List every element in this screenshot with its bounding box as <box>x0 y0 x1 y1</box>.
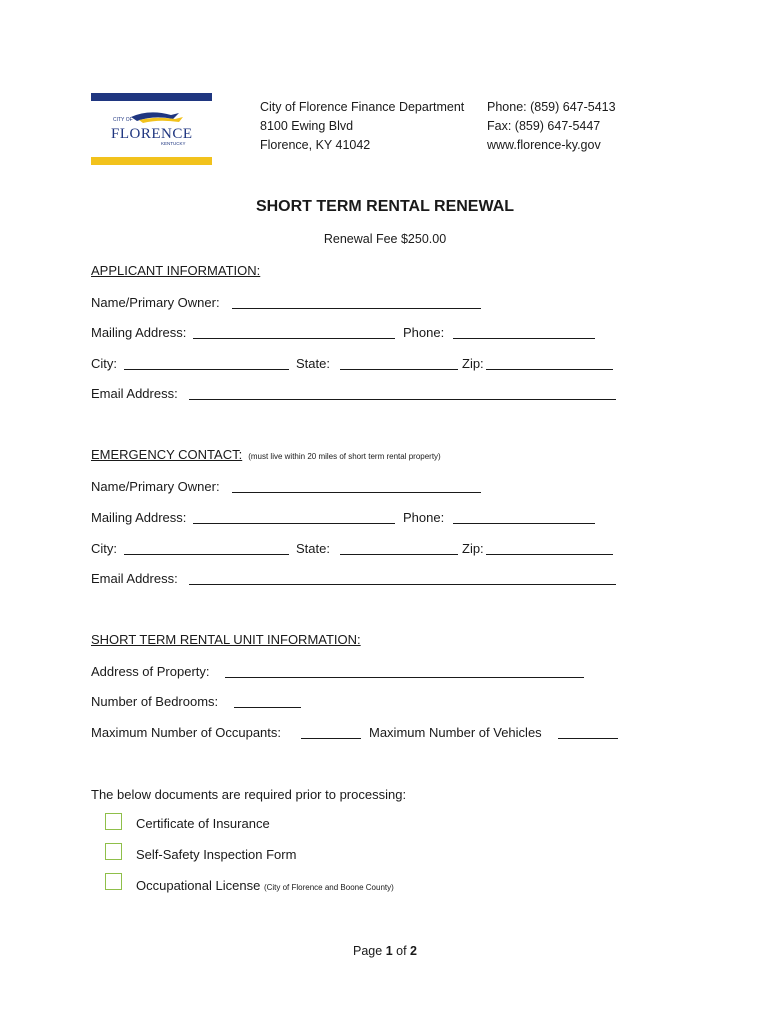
mailing-label: Mailing Address: <box>91 510 187 525</box>
emergency-email-field[interactable] <box>189 570 616 585</box>
logo-top-bar <box>91 93 212 101</box>
emergency-note: (must live within 20 miles of short term rental property) <box>248 452 441 461</box>
applicant-name-field[interactable] <box>232 294 481 309</box>
bedrooms-field[interactable] <box>234 693 301 708</box>
mailing-label: Mailing Address: <box>91 325 187 340</box>
applicant-name-row <box>91 294 621 312</box>
website-link[interactable]: www.florence-ky.gov <box>487 138 601 152</box>
phone-label: Phone: <box>403 325 445 340</box>
applicant-zip-field[interactable] <box>486 355 613 370</box>
page-word: Page <box>353 944 383 958</box>
unit-heading: SHORT TERM RENTAL UNIT INFORMATION: <box>91 632 361 647</box>
address-line: Florence, KY 41042 <box>260 138 371 152</box>
license-label-row <box>136 878 394 893</box>
license-note: (City of Florence and Boone County) <box>263 883 394 892</box>
vehicles-label: Maximum Number of Vehicles <box>369 725 542 740</box>
fax-line: Fax: (859) 647-5447 <box>487 119 601 133</box>
state-label: State: <box>296 541 330 556</box>
name-label: Name/Primary Owner: <box>91 479 220 494</box>
emergency-mailing-field[interactable] <box>193 509 395 524</box>
applicant-mailing-row <box>91 324 621 342</box>
city-label: City: <box>91 356 117 371</box>
inspection-label: Self-Safety Inspection Form <box>136 847 297 862</box>
applicant-email-row <box>91 385 621 403</box>
applicant-email-field[interactable] <box>189 385 616 400</box>
page-title: SHORT TERM RENTAL RENEWAL <box>255 198 515 215</box>
svg-text:CITY OF: CITY OF <box>113 117 133 123</box>
insurance-checkbox[interactable] <box>105 813 122 830</box>
florence-logo-mark <box>109 109 199 151</box>
applicant-mailing-field[interactable] <box>193 324 395 339</box>
email-label: Email Address: <box>91 571 178 586</box>
occupants-field[interactable] <box>301 724 361 739</box>
emergency-heading-text: EMERGENCY CONTACT: <box>91 447 243 462</box>
emergency-mailing-row <box>91 509 621 527</box>
bedrooms-row <box>91 693 621 711</box>
emergency-state-field[interactable] <box>340 540 458 555</box>
city-logo <box>91 93 212 165</box>
page-number <box>0 944 770 958</box>
emergency-heading <box>91 447 441 462</box>
name-label: Name/Primary Owner: <box>91 295 220 310</box>
email-label: Email Address: <box>91 386 178 401</box>
property-address-field[interactable] <box>225 663 584 678</box>
renewal-fee: Renewal Fee $250.00 <box>323 232 447 246</box>
address-line: City of Florence Finance Department <box>260 100 465 114</box>
vehicles-field[interactable] <box>558 724 618 739</box>
header-contact <box>487 98 616 155</box>
of-word: of <box>396 944 407 958</box>
logo-bottom-bar <box>91 157 212 165</box>
emergency-phone-field[interactable] <box>453 509 595 524</box>
page-total: 2 <box>410 944 417 958</box>
header-address <box>260 98 464 155</box>
license-checkbox[interactable] <box>105 873 122 890</box>
phone-label: Phone: <box>403 510 445 525</box>
inspection-checkbox[interactable] <box>105 843 122 860</box>
svg-text:KENTUCKY: KENTUCKY <box>161 141 186 146</box>
emergency-name-field[interactable] <box>232 478 481 493</box>
occupants-row <box>91 724 631 742</box>
property-address-row <box>91 663 621 681</box>
bedrooms-label: Number of Bedrooms: <box>91 694 219 709</box>
address-line: 8100 Ewing Blvd <box>260 119 354 133</box>
emergency-zip-field[interactable] <box>486 540 613 555</box>
emergency-city-row <box>91 540 621 558</box>
svg-text:FLORENCE: FLORENCE <box>111 126 193 142</box>
zip-label: Zip: <box>462 541 484 556</box>
documents-intro: The below documents are required prior to processing: <box>91 787 407 802</box>
property-address-label: Address of Property: <box>91 664 210 679</box>
emergency-city-field[interactable] <box>124 540 289 555</box>
occupants-label: Maximum Number of Occupants: <box>91 725 282 740</box>
insurance-label: Certificate of Insurance <box>136 816 270 831</box>
applicant-heading: APPLICANT INFORMATION: <box>91 263 261 278</box>
applicant-phone-field[interactable] <box>453 324 595 339</box>
applicant-state-field[interactable] <box>340 355 458 370</box>
emergency-email-row <box>91 570 621 588</box>
license-label: Occupational License <box>136 878 261 893</box>
applicant-city-row <box>91 355 621 373</box>
zip-label: Zip: <box>462 356 484 371</box>
state-label: State: <box>296 356 330 371</box>
emergency-name-row <box>91 478 621 496</box>
page-current: 1 <box>385 944 393 958</box>
phone-line: Phone: (859) 647-5413 <box>487 100 616 114</box>
city-label: City: <box>91 541 117 556</box>
applicant-city-field[interactable] <box>124 355 289 370</box>
